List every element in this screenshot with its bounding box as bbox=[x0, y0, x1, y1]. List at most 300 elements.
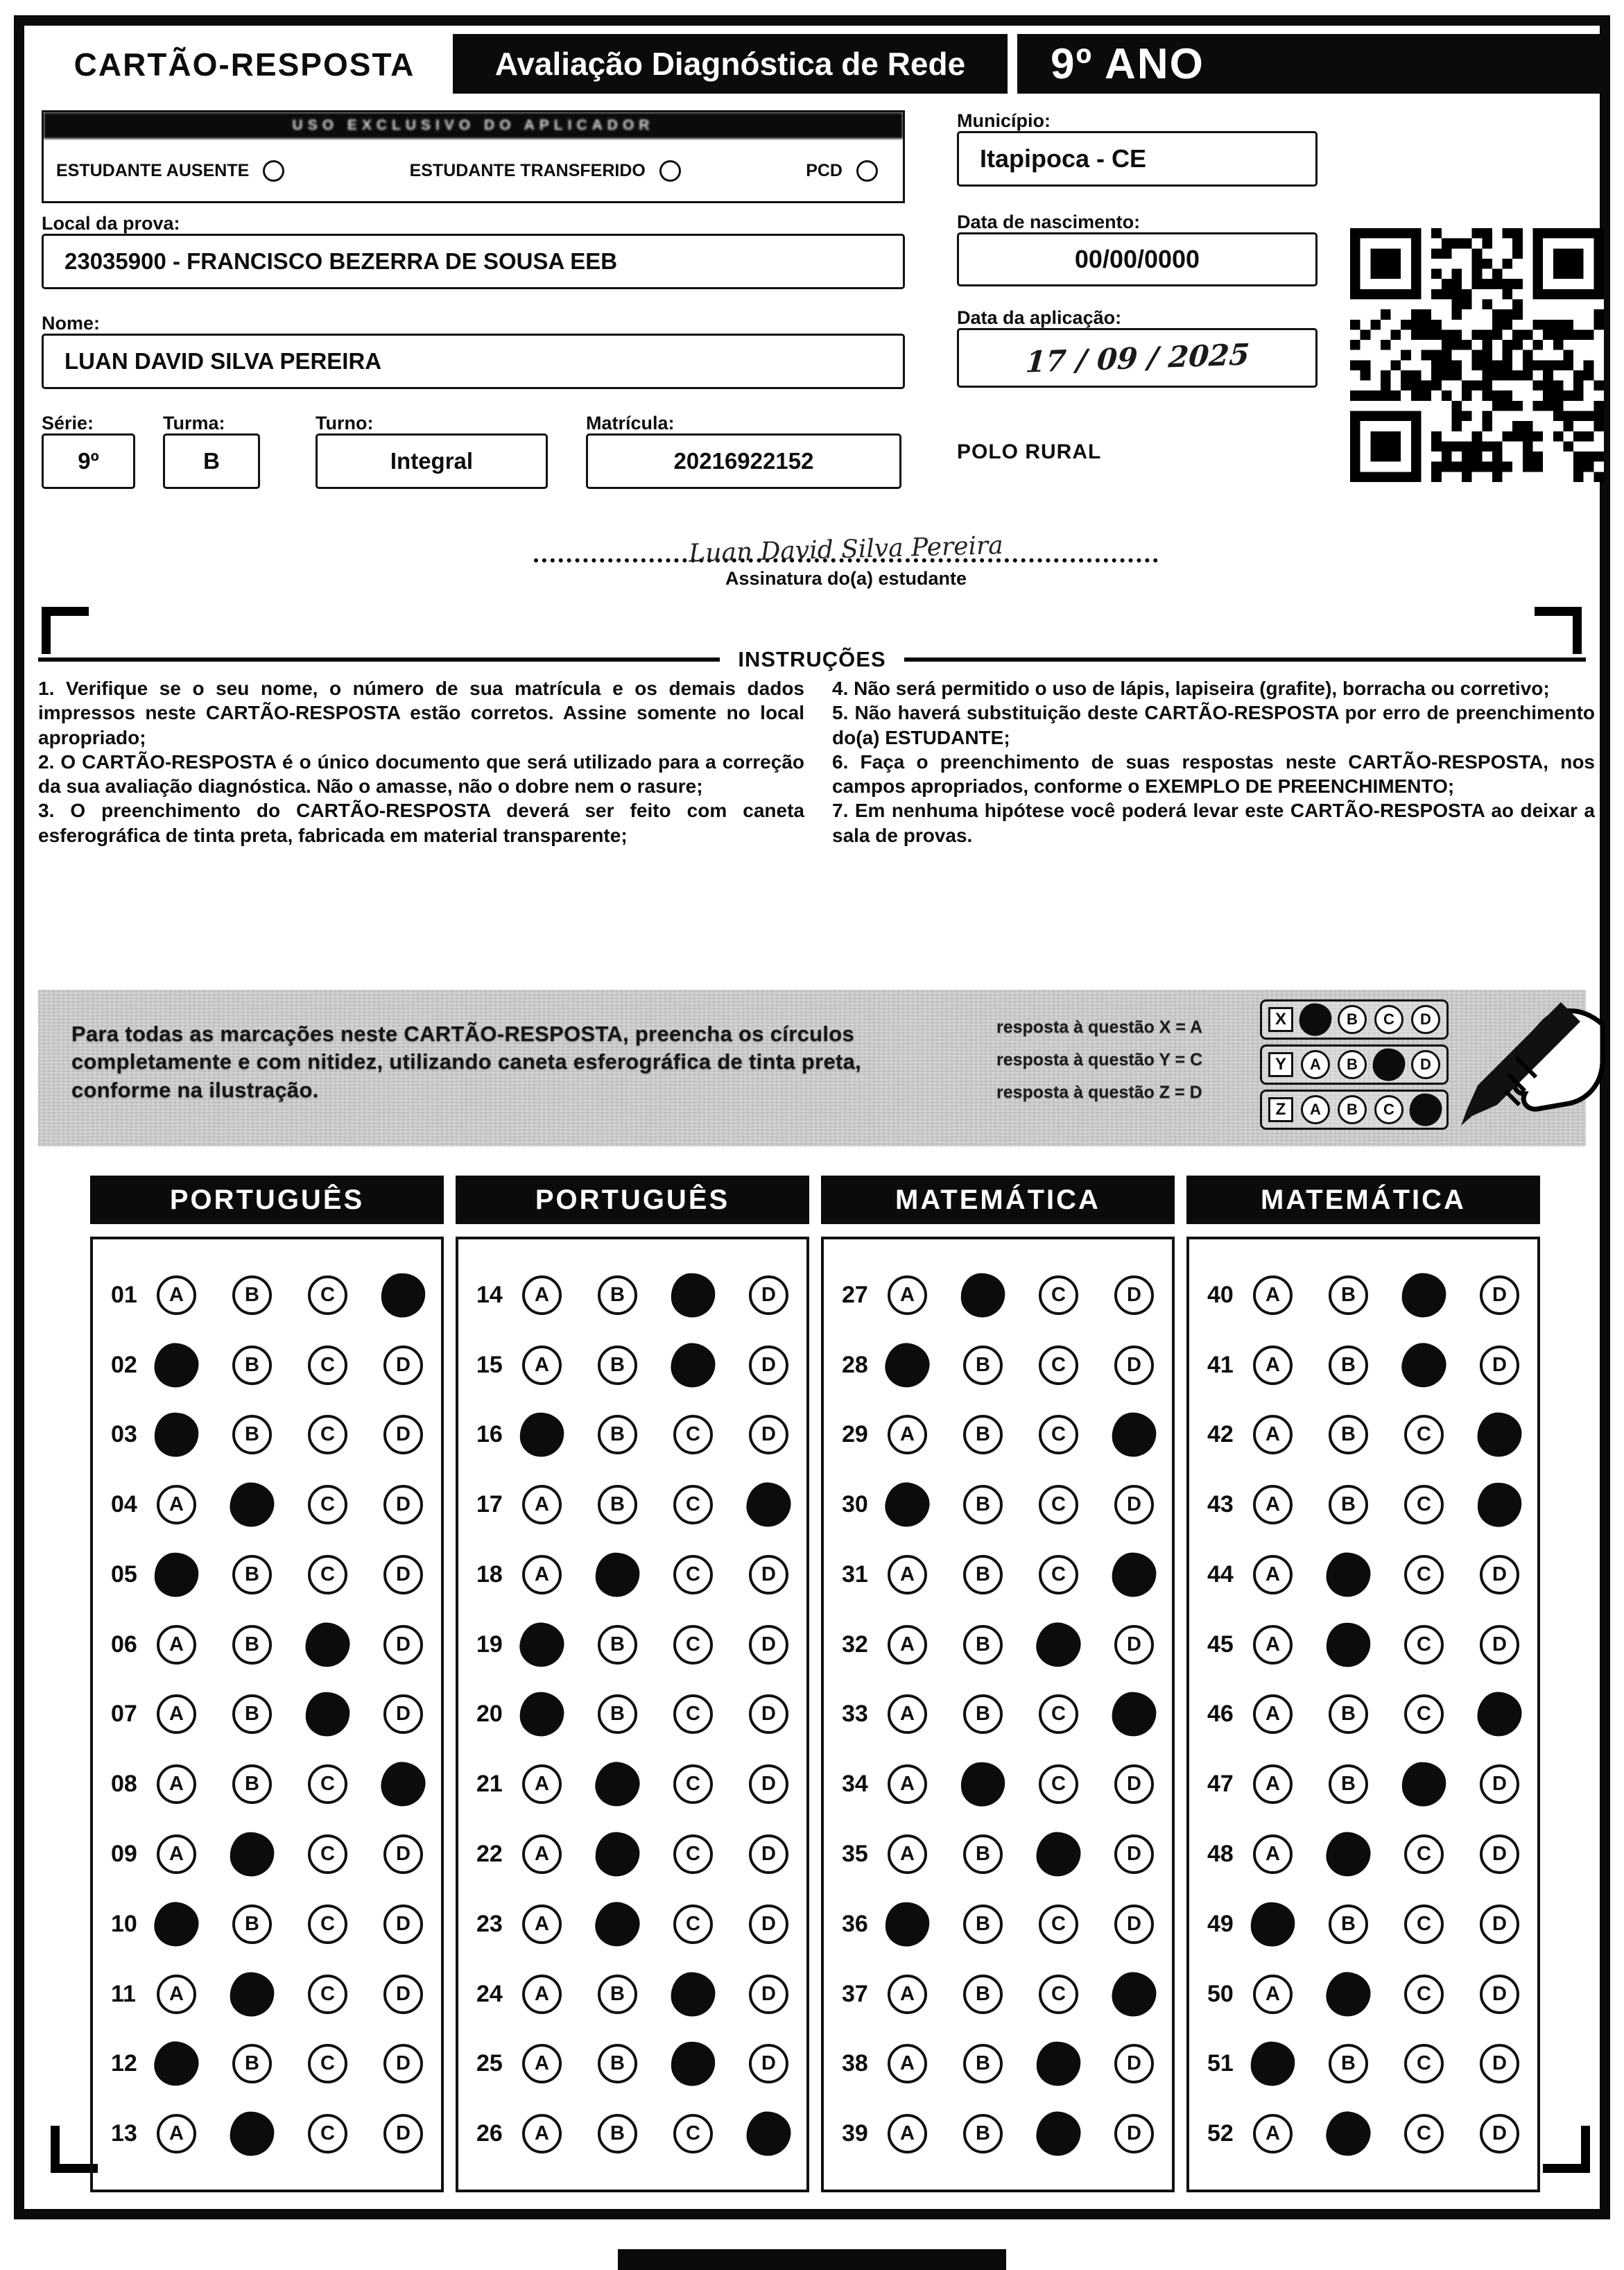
question-row bbox=[824, 1275, 1172, 1315]
answer-bubble-44-C[interactable]: C bbox=[1404, 1555, 1444, 1594]
answer-bubble-30-A-filled[interactable]: A bbox=[883, 1481, 931, 1529]
answer-bubble-36-A-filled[interactable]: A bbox=[883, 1900, 931, 1948]
answer-bubble-24-B[interactable]: B bbox=[598, 1975, 637, 2014]
legend-line: resposta à questão Y = C bbox=[996, 1050, 1203, 1069]
applicator-option-circle[interactable] bbox=[659, 160, 681, 182]
answer-bubble-52-A[interactable]: A bbox=[1253, 2114, 1293, 2153]
question-number: 50 bbox=[1207, 1980, 1234, 2007]
answer-bubble-21-B-filled[interactable]: B bbox=[593, 1760, 641, 1809]
answer-bubble-22-B-filled[interactable]: B bbox=[595, 1832, 640, 1877]
answer-bubble-39-B[interactable]: B bbox=[963, 2114, 1003, 2153]
answer-bubble-04-C[interactable]: C bbox=[308, 1485, 347, 1524]
answer-bubble-07-A[interactable]: A bbox=[157, 1694, 196, 1734]
answer-bubble-36-C[interactable]: C bbox=[1039, 1904, 1078, 1944]
question-number: 38 bbox=[842, 2050, 868, 2077]
answer-bubble-45-A[interactable]: A bbox=[1253, 1625, 1293, 1665]
question-row bbox=[93, 1975, 441, 2014]
instruction-item: 5. Não haverá substituição deste CARTÃO-RESPOSTA por erro de preenchimento do(a) ESTUDANTE; bbox=[832, 702, 1595, 748]
answer-bubble-03-B[interactable]: B bbox=[232, 1415, 272, 1454]
answer-bubble-18-D[interactable]: D bbox=[749, 1555, 788, 1594]
answer-bubble-20-C[interactable]: C bbox=[673, 1694, 713, 1734]
example-bubble-X-C: C bbox=[1374, 1005, 1403, 1034]
applicator-option-circle[interactable] bbox=[263, 160, 284, 182]
answer-bubble-10-B[interactable]: B bbox=[232, 1904, 272, 1944]
question-row bbox=[93, 2044, 441, 2083]
answer-bubble-19-A-filled[interactable]: A bbox=[518, 1621, 566, 1669]
example-bubble-Z-D: D bbox=[1408, 1092, 1444, 1128]
question-row bbox=[1189, 1345, 1537, 1385]
example-row-label: Z bbox=[1268, 1097, 1293, 1122]
qr-code bbox=[1350, 228, 1604, 482]
answer-bubble-14-C-filled[interactable]: C bbox=[669, 1271, 717, 1319]
answer-bubble-26-B[interactable]: B bbox=[598, 2114, 637, 2153]
answer-bubble-50-A[interactable]: A bbox=[1253, 1975, 1293, 2014]
question-number: 16 bbox=[476, 1421, 503, 1448]
answer-bubble-52-B-filled[interactable]: B bbox=[1324, 2110, 1372, 2158]
answer-bubble-09-C[interactable]: C bbox=[308, 1834, 347, 1874]
answer-bubble-45-D[interactable]: D bbox=[1480, 1625, 1519, 1665]
answer-bubble-05-A-filled[interactable]: A bbox=[153, 1551, 200, 1599]
question-row bbox=[824, 2044, 1172, 2083]
answer-bubble-49-A-filled[interactable]: A bbox=[1249, 1900, 1296, 1947]
nome-value: LUAN DAVID SILVA PEREIRA bbox=[64, 348, 382, 374]
answer-bubble-29-A[interactable]: A bbox=[888, 1415, 927, 1454]
answer-bubble-12-B[interactable]: B bbox=[232, 2044, 272, 2083]
answer-bubble-09-A[interactable]: A bbox=[157, 1834, 196, 1874]
answer-bubble-41-B[interactable]: B bbox=[1329, 1345, 1368, 1385]
answer-bubble-07-C-filled[interactable]: C bbox=[304, 1691, 351, 1738]
answer-bubble-10-C[interactable]: C bbox=[308, 1904, 347, 1944]
answer-bubble-21-A[interactable]: A bbox=[522, 1764, 562, 1804]
question-row bbox=[458, 1275, 806, 1315]
answer-bubble-42-A[interactable]: A bbox=[1253, 1415, 1293, 1454]
answer-bubble-29-B[interactable]: B bbox=[963, 1415, 1003, 1454]
answer-bubble-04-A[interactable]: A bbox=[157, 1485, 196, 1524]
answer-bubble-38-A[interactable]: A bbox=[888, 2044, 927, 2083]
nome-field bbox=[42, 334, 905, 389]
answer-bubble-20-B[interactable]: B bbox=[598, 1694, 637, 1734]
answer-bubble-22-A[interactable]: A bbox=[522, 1834, 562, 1874]
example-bubble-Y-A: A bbox=[1301, 1050, 1330, 1079]
answer-bubble-26-D-filled[interactable]: D bbox=[746, 2111, 791, 2156]
answer-bubble-38-D[interactable]: D bbox=[1114, 2044, 1154, 2083]
instruction-item: 2. O CARTÃO-RESPOSTA é o único documento que será utilizado para a correção da sua avaliação diagnóstica. Não o amasse, não o dobre nem o rasure; bbox=[38, 750, 804, 798]
answer-bubble-39-D[interactable]: D bbox=[1114, 2114, 1154, 2153]
answer-bubble-09-D[interactable]: D bbox=[383, 1834, 423, 1874]
answer-bubble-39-C-filled[interactable]: C bbox=[1035, 2110, 1082, 2157]
answer-bubble-09-B-filled[interactable]: B bbox=[229, 1831, 275, 1877]
question-row bbox=[1189, 1415, 1537, 1454]
answer-bubble-01-C[interactable]: C bbox=[308, 1275, 347, 1315]
question-number: 40 bbox=[1207, 1281, 1234, 1308]
answer-bubble-49-B[interactable]: B bbox=[1329, 1904, 1368, 1944]
answer-bubble-36-B[interactable]: B bbox=[963, 1904, 1003, 1944]
answer-bubble-48-B-filled[interactable]: B bbox=[1325, 1831, 1372, 1877]
answer-bubble-27-B-filled[interactable]: B bbox=[960, 1272, 1006, 1318]
question-row bbox=[93, 1345, 441, 1385]
answer-bubble-15-A[interactable]: A bbox=[522, 1345, 562, 1385]
answer-bubble-47-A[interactable]: A bbox=[1253, 1764, 1293, 1804]
answer-bubble-48-C[interactable]: C bbox=[1404, 1834, 1444, 1874]
instructions-rule-left bbox=[38, 657, 720, 662]
answer-bubble-35-C-filled[interactable]: C bbox=[1036, 1832, 1081, 1877]
answer-bubble-28-B[interactable]: B bbox=[963, 1345, 1003, 1385]
answer-bubble-50-D[interactable]: D bbox=[1480, 1975, 1519, 2014]
answer-bubble-22-D[interactable]: D bbox=[749, 1834, 788, 1874]
answer-bubble-25-C-filled[interactable]: C bbox=[668, 2039, 718, 2088]
question-number: 42 bbox=[1207, 1421, 1234, 1448]
answer-bubble-49-C[interactable]: C bbox=[1404, 1904, 1444, 1944]
serie-label: Série: bbox=[42, 413, 94, 433]
answer-bubble-39-A[interactable]: A bbox=[888, 2114, 927, 2153]
answer-bubble-20-A-filled[interactable]: A bbox=[519, 1692, 564, 1737]
answer-bubble-12-C[interactable]: C bbox=[308, 2044, 347, 2083]
answer-bubble-43-D-filled[interactable]: D bbox=[1475, 1480, 1524, 1529]
answer-bubble-07-D[interactable]: D bbox=[383, 1694, 423, 1734]
answer-bubble-01-A[interactable]: A bbox=[157, 1275, 196, 1315]
answer-bubble-40-A[interactable]: A bbox=[1253, 1275, 1293, 1315]
answer-bubble-50-B-filled[interactable]: B bbox=[1324, 1970, 1372, 2018]
answer-bubble-34-C[interactable]: C bbox=[1039, 1764, 1078, 1804]
turno-value: Integral bbox=[390, 448, 474, 474]
answer-column-1 bbox=[90, 1176, 444, 2192]
answer-bubble-51-A-filled[interactable]: A bbox=[1250, 2040, 1296, 2087]
example-bubble-X-D: D bbox=[1411, 1005, 1440, 1034]
question-row bbox=[1189, 1834, 1537, 1874]
grade-badge: 9º ANO bbox=[1017, 34, 1600, 94]
question-number: 27 bbox=[842, 1281, 868, 1308]
answer-bubble-38-B[interactable]: B bbox=[963, 2044, 1003, 2083]
answer-bubble-05-C[interactable]: C bbox=[308, 1555, 347, 1594]
answer-bubble-33-D-filled[interactable]: D bbox=[1112, 1692, 1157, 1737]
answer-bubble-43-C[interactable]: C bbox=[1404, 1485, 1444, 1524]
answer-bubble-52-D[interactable]: D bbox=[1480, 2114, 1519, 2153]
answer-bubble-52-C[interactable]: C bbox=[1404, 2114, 1444, 2153]
answer-bubble-26-A[interactable]: A bbox=[522, 2114, 562, 2153]
answer-bubble-49-D[interactable]: D bbox=[1480, 1904, 1519, 1944]
answer-bubble-26-C[interactable]: C bbox=[673, 2114, 713, 2153]
answer-bubble-10-A-filled[interactable]: A bbox=[153, 1900, 200, 1948]
answer-bubble-18-C[interactable]: C bbox=[673, 1555, 713, 1594]
answer-bubble-36-D[interactable]: D bbox=[1114, 1904, 1154, 1944]
question-row bbox=[458, 1485, 806, 1524]
question-row bbox=[458, 1694, 806, 1734]
answer-bubble-05-D[interactable]: D bbox=[383, 1555, 423, 1594]
question-number: 46 bbox=[1207, 1701, 1234, 1728]
turma-field bbox=[163, 433, 260, 489]
answer-bubble-34-D[interactable]: D bbox=[1114, 1764, 1154, 1804]
question-row bbox=[824, 1694, 1172, 1734]
answer-bubble-33-A[interactable]: A bbox=[888, 1694, 927, 1734]
answer-bubble-13-D[interactable]: D bbox=[383, 2114, 423, 2153]
applicator-option-3 bbox=[806, 160, 878, 182]
answer-bubble-32-D[interactable]: D bbox=[1114, 1625, 1154, 1665]
answer-bubble-08-A[interactable]: A bbox=[157, 1764, 196, 1804]
answer-bubble-28-C[interactable]: C bbox=[1039, 1345, 1078, 1385]
answer-bubble-28-D[interactable]: D bbox=[1114, 1345, 1154, 1385]
nascimento-value: 00/00/0000 bbox=[1074, 245, 1200, 273]
legend-line: resposta à questão X = A bbox=[996, 1017, 1203, 1037]
answer-bubble-23-B-filled[interactable]: B bbox=[593, 1900, 642, 1949]
answer-bubble-01-D-filled[interactable]: D bbox=[379, 1271, 428, 1320]
question-row bbox=[93, 2114, 441, 2153]
answer-bubble-07-B[interactable]: B bbox=[232, 1694, 272, 1734]
answer-bubble-25-D[interactable]: D bbox=[749, 2044, 788, 2083]
answer-bubble-33-B[interactable]: B bbox=[963, 1694, 1003, 1734]
instructions-left bbox=[38, 676, 804, 848]
answer-bubble-38-C-filled[interactable]: C bbox=[1035, 2040, 1082, 2088]
question-row bbox=[1189, 1555, 1537, 1594]
answer-bubble-37-B[interactable]: B bbox=[963, 1975, 1003, 2014]
answer-bubble-35-A[interactable]: A bbox=[888, 1834, 927, 1874]
answer-bubble-51-C[interactable]: C bbox=[1404, 2044, 1444, 2083]
answer-column-2 bbox=[456, 1176, 809, 2192]
answer-bubble-16-B[interactable]: B bbox=[598, 1415, 637, 1454]
answer-bubble-12-A-filled[interactable]: A bbox=[152, 2040, 200, 2088]
answer-bubble-43-A[interactable]: A bbox=[1253, 1485, 1293, 1524]
answer-bubble-20-D[interactable]: D bbox=[749, 1694, 788, 1734]
answer-bubble-08-D-filled[interactable]: D bbox=[379, 1761, 426, 1808]
answer-bubble-30-C[interactable]: C bbox=[1039, 1485, 1078, 1524]
answer-bubble-34-A[interactable]: A bbox=[888, 1764, 927, 1804]
answer-bubble-03-A-filled[interactable]: A bbox=[152, 1411, 200, 1459]
answer-bubble-12-D[interactable]: D bbox=[383, 2044, 423, 2083]
question-row bbox=[824, 1834, 1172, 1874]
question-row bbox=[1189, 1975, 1537, 2014]
answer-bubble-17-D-filled[interactable]: D bbox=[745, 1481, 792, 1529]
answer-bubble-41-C-filled[interactable]: C bbox=[1399, 1340, 1449, 1389]
answer-bubble-45-C[interactable]: C bbox=[1404, 1625, 1444, 1665]
answer-bubble-08-C[interactable]: C bbox=[308, 1764, 347, 1804]
answer-bubble-16-D[interactable]: D bbox=[749, 1415, 788, 1454]
answer-bubble-32-A[interactable]: A bbox=[888, 1625, 927, 1665]
instructions-rule-right bbox=[904, 657, 1586, 662]
answer-bubble-03-C[interactable]: C bbox=[308, 1415, 347, 1454]
answer-bubble-27-A[interactable]: A bbox=[888, 1275, 927, 1315]
aplicacao-handwritten-value: 17 / 09 / 2025 bbox=[1023, 336, 1251, 379]
answer-bubble-44-A[interactable]: A bbox=[1253, 1555, 1293, 1594]
answer-bubble-37-D-filled[interactable]: D bbox=[1111, 1971, 1157, 2017]
answer-bubble-42-C[interactable]: C bbox=[1404, 1415, 1444, 1454]
instructions-right bbox=[832, 676, 1595, 848]
municipio-value: Itapipoca - CE bbox=[980, 144, 1147, 173]
answer-bubble-15-D[interactable]: D bbox=[749, 1345, 788, 1385]
answer-bubble-31-B[interactable]: B bbox=[963, 1555, 1003, 1594]
municipio-field bbox=[957, 131, 1318, 187]
answer-bubble-44-D[interactable]: D bbox=[1480, 1555, 1519, 1594]
answer-bubble-01-B[interactable]: B bbox=[232, 1275, 272, 1315]
question-row bbox=[824, 1485, 1172, 1524]
answer-bubble-37-A[interactable]: A bbox=[888, 1975, 927, 2014]
answer-bubble-46-B[interactable]: B bbox=[1329, 1694, 1368, 1734]
answer-bubble-33-C[interactable]: C bbox=[1039, 1694, 1078, 1734]
example-bubble-Z-A: A bbox=[1301, 1095, 1330, 1124]
polo-label: POLO RURAL bbox=[957, 440, 1102, 463]
applicator-option-circle[interactable] bbox=[856, 160, 878, 182]
answer-bubble-21-D[interactable]: D bbox=[749, 1764, 788, 1804]
answer-bubble-30-D[interactable]: D bbox=[1114, 1485, 1154, 1524]
question-row bbox=[93, 1555, 441, 1594]
subject-header: MATEMÁTICA bbox=[1186, 1176, 1540, 1224]
answer-bubble-47-B[interactable]: B bbox=[1329, 1764, 1368, 1804]
instruction-item: 3. O preenchimento do CARTÃO-RESPOSTA deverá ser feito com caneta esferográfica de tinta preta, fabricada em material transparente; bbox=[38, 800, 804, 846]
answer-bubble-29-D-filled[interactable]: D bbox=[1111, 1412, 1157, 1458]
answer-bubble-47-D[interactable]: D bbox=[1480, 1764, 1519, 1804]
question-number: 43 bbox=[1207, 1491, 1234, 1518]
answer-bubble-06-B[interactable]: B bbox=[232, 1625, 272, 1665]
answer-bubble-02-C[interactable]: C bbox=[308, 1345, 347, 1385]
answer-bubble-11-D[interactable]: D bbox=[383, 1975, 423, 2014]
question-number: 47 bbox=[1207, 1771, 1234, 1798]
answer-bubble-25-A[interactable]: A bbox=[522, 2044, 562, 2083]
answer-bubble-16-A-filled[interactable]: A bbox=[518, 1411, 565, 1459]
answer-bubble-47-C-filled[interactable]: C bbox=[1400, 1760, 1448, 1808]
bottom-registration-bar bbox=[618, 2249, 1006, 2270]
answer-bubble-04-D[interactable]: D bbox=[383, 1485, 423, 1524]
question-number: 23 bbox=[476, 1910, 503, 1937]
answer-bubble-13-B-filled[interactable]: B bbox=[230, 2111, 275, 2156]
answer-bubble-03-D[interactable]: D bbox=[383, 1415, 423, 1454]
answer-grid bbox=[456, 1237, 809, 2192]
answer-bubble-14-B[interactable]: B bbox=[598, 1275, 637, 1315]
answer-bubble-44-B-filled[interactable]: B bbox=[1326, 1552, 1371, 1597]
answer-grid bbox=[821, 1237, 1175, 2192]
turno-label: Turno: bbox=[316, 413, 374, 433]
answer-bubble-15-B[interactable]: B bbox=[598, 1345, 637, 1385]
turma-value: B bbox=[203, 448, 220, 474]
answer-bubble-40-B[interactable]: B bbox=[1329, 1275, 1368, 1315]
answer-bubble-10-D[interactable]: D bbox=[383, 1904, 423, 1944]
answer-bubble-06-A[interactable]: A bbox=[157, 1625, 196, 1665]
answer-bubble-31-A[interactable]: A bbox=[888, 1555, 927, 1594]
question-row bbox=[93, 1764, 441, 1804]
answer-bubble-11-C[interactable]: C bbox=[308, 1975, 347, 2014]
answer-bubble-30-B[interactable]: B bbox=[963, 1485, 1003, 1524]
answer-bubble-31-C[interactable]: C bbox=[1039, 1555, 1078, 1594]
answer-bubble-23-A[interactable]: A bbox=[522, 1904, 562, 1944]
question-number: 28 bbox=[842, 1351, 868, 1378]
answer-bubble-29-C[interactable]: C bbox=[1039, 1415, 1078, 1454]
answer-bubble-48-A[interactable]: A bbox=[1253, 1834, 1293, 1874]
municipio-label: Município: bbox=[957, 110, 1051, 131]
answer-bubble-24-A[interactable]: A bbox=[522, 1975, 562, 2014]
answer-bubble-18-A[interactable]: A bbox=[522, 1555, 562, 1594]
question-row bbox=[1189, 1904, 1537, 1944]
example-row-X bbox=[1260, 999, 1449, 1040]
answer-bubble-45-B-filled[interactable]: B bbox=[1324, 1620, 1372, 1669]
answer-bubble-41-A[interactable]: A bbox=[1253, 1345, 1293, 1385]
answer-bubble-32-C-filled[interactable]: C bbox=[1034, 1620, 1083, 1669]
answer-bubble-14-D[interactable]: D bbox=[749, 1275, 788, 1315]
turma-label: Turma: bbox=[163, 413, 225, 433]
question-number: 52 bbox=[1207, 2120, 1234, 2147]
question-number: 02 bbox=[111, 1351, 137, 1378]
answer-bubble-25-B[interactable]: B bbox=[598, 2044, 637, 2083]
question-number: 32 bbox=[842, 1631, 868, 1658]
answer-bubble-40-D[interactable]: D bbox=[1480, 1275, 1519, 1315]
answer-bubble-23-C[interactable]: C bbox=[673, 1904, 713, 1944]
question-number: 35 bbox=[842, 1841, 868, 1868]
question-number: 10 bbox=[111, 1910, 137, 1937]
answer-bubble-46-A[interactable]: A bbox=[1253, 1694, 1293, 1734]
signature-line[interactable] bbox=[534, 519, 1158, 568]
answer-bubble-17-C[interactable]: C bbox=[673, 1485, 713, 1524]
example-bubble-X-A: A bbox=[1298, 1002, 1333, 1038]
question-number: 01 bbox=[111, 1281, 137, 1308]
answer-bubble-16-C[interactable]: C bbox=[673, 1415, 713, 1454]
answer-bubble-42-D-filled[interactable]: D bbox=[1478, 1413, 1522, 1457]
answer-bubble-17-B[interactable]: B bbox=[598, 1485, 637, 1524]
answer-bubble-41-D[interactable]: D bbox=[1480, 1345, 1519, 1385]
answer-bubble-05-B[interactable]: B bbox=[232, 1555, 272, 1594]
answer-bubble-18-B-filled[interactable]: B bbox=[594, 1551, 641, 1598]
answer-bubble-21-C[interactable]: C bbox=[673, 1764, 713, 1804]
answer-bubble-19-C[interactable]: C bbox=[673, 1625, 713, 1665]
answer-bubble-32-B[interactable]: B bbox=[963, 1625, 1003, 1665]
answer-bubble-46-C[interactable]: C bbox=[1404, 1694, 1444, 1734]
answer-bubble-19-D[interactable]: D bbox=[749, 1625, 788, 1665]
answer-bubble-42-B[interactable]: B bbox=[1329, 1415, 1368, 1454]
signature-handwritten: Luan David Silva Pereira bbox=[688, 531, 1004, 568]
answer-bubble-51-D[interactable]: D bbox=[1480, 2044, 1519, 2083]
answer-bubble-02-B[interactable]: B bbox=[232, 1345, 272, 1385]
answer-bubble-06-C-filled[interactable]: C bbox=[304, 1622, 351, 1668]
nascimento-label: Data de nascimento: bbox=[957, 212, 1141, 232]
answer-bubble-46-D-filled[interactable]: D bbox=[1476, 1692, 1522, 1737]
answer-bubble-15-C-filled[interactable]: C bbox=[670, 1342, 716, 1388]
answer-bubble-28-A-filled[interactable]: A bbox=[883, 1341, 931, 1388]
answer-bubble-22-C[interactable]: C bbox=[673, 1834, 713, 1874]
serie-value: 9º bbox=[78, 448, 99, 474]
answer-column-4 bbox=[1186, 1176, 1540, 2192]
answer-bubble-02-D[interactable]: D bbox=[383, 1345, 423, 1385]
answer-bubble-27-D[interactable]: D bbox=[1114, 1275, 1154, 1315]
answer-bubble-37-C[interactable]: C bbox=[1039, 1975, 1078, 2014]
answer-bubble-31-D-filled[interactable]: D bbox=[1112, 1552, 1157, 1597]
answer-bubble-43-B[interactable]: B bbox=[1329, 1485, 1368, 1524]
card-title: CARTÃO-RESPOSTA bbox=[74, 46, 415, 83]
answer-bubble-35-D[interactable]: D bbox=[1114, 1834, 1154, 1874]
example-bubble-Y-C: C bbox=[1372, 1047, 1407, 1083]
answer-bubble-06-D[interactable]: D bbox=[383, 1625, 423, 1665]
answer-bubble-02-A-filled[interactable]: A bbox=[154, 1343, 199, 1388]
answer-bubble-19-B[interactable]: B bbox=[598, 1625, 637, 1665]
answer-bubble-08-B[interactable]: B bbox=[232, 1764, 272, 1804]
answer-bubble-11-A[interactable]: A bbox=[157, 1975, 196, 2014]
answer-bubble-24-C-filled[interactable]: C bbox=[671, 1972, 716, 2016]
answer-bubble-24-D[interactable]: D bbox=[749, 1975, 788, 2014]
answer-bubble-11-B-filled[interactable]: B bbox=[229, 1971, 275, 2017]
answer-bubble-17-A[interactable]: A bbox=[522, 1485, 562, 1524]
answer-bubble-40-C-filled[interactable]: C bbox=[1401, 1273, 1446, 1318]
question-row bbox=[1189, 1485, 1537, 1524]
question-row bbox=[458, 1975, 806, 2014]
answer-bubble-13-A[interactable]: A bbox=[157, 2114, 196, 2153]
answer-bubble-23-D[interactable]: D bbox=[749, 1904, 788, 1944]
answer-bubble-50-C[interactable]: C bbox=[1404, 1975, 1444, 2014]
answer-bubble-27-C[interactable]: C bbox=[1039, 1275, 1078, 1315]
question-number: 45 bbox=[1207, 1631, 1234, 1658]
answer-bubble-14-A[interactable]: A bbox=[522, 1275, 562, 1315]
question-row bbox=[93, 1485, 441, 1524]
answer-bubble-34-B-filled[interactable]: B bbox=[958, 1760, 1008, 1809]
answer-bubble-35-B[interactable]: B bbox=[963, 1834, 1003, 1874]
instruction-item: 4. Não será permitido o uso de lápis, lapiseira (grafite), borracha ou corretivo; bbox=[832, 678, 1550, 699]
answer-bubble-48-D[interactable]: D bbox=[1480, 1834, 1519, 1874]
answer-bubble-13-C[interactable]: C bbox=[308, 2114, 347, 2153]
answer-bubble-04-B-filled[interactable]: B bbox=[229, 1482, 275, 1528]
answer-bubble-51-B[interactable]: B bbox=[1329, 2044, 1368, 2083]
